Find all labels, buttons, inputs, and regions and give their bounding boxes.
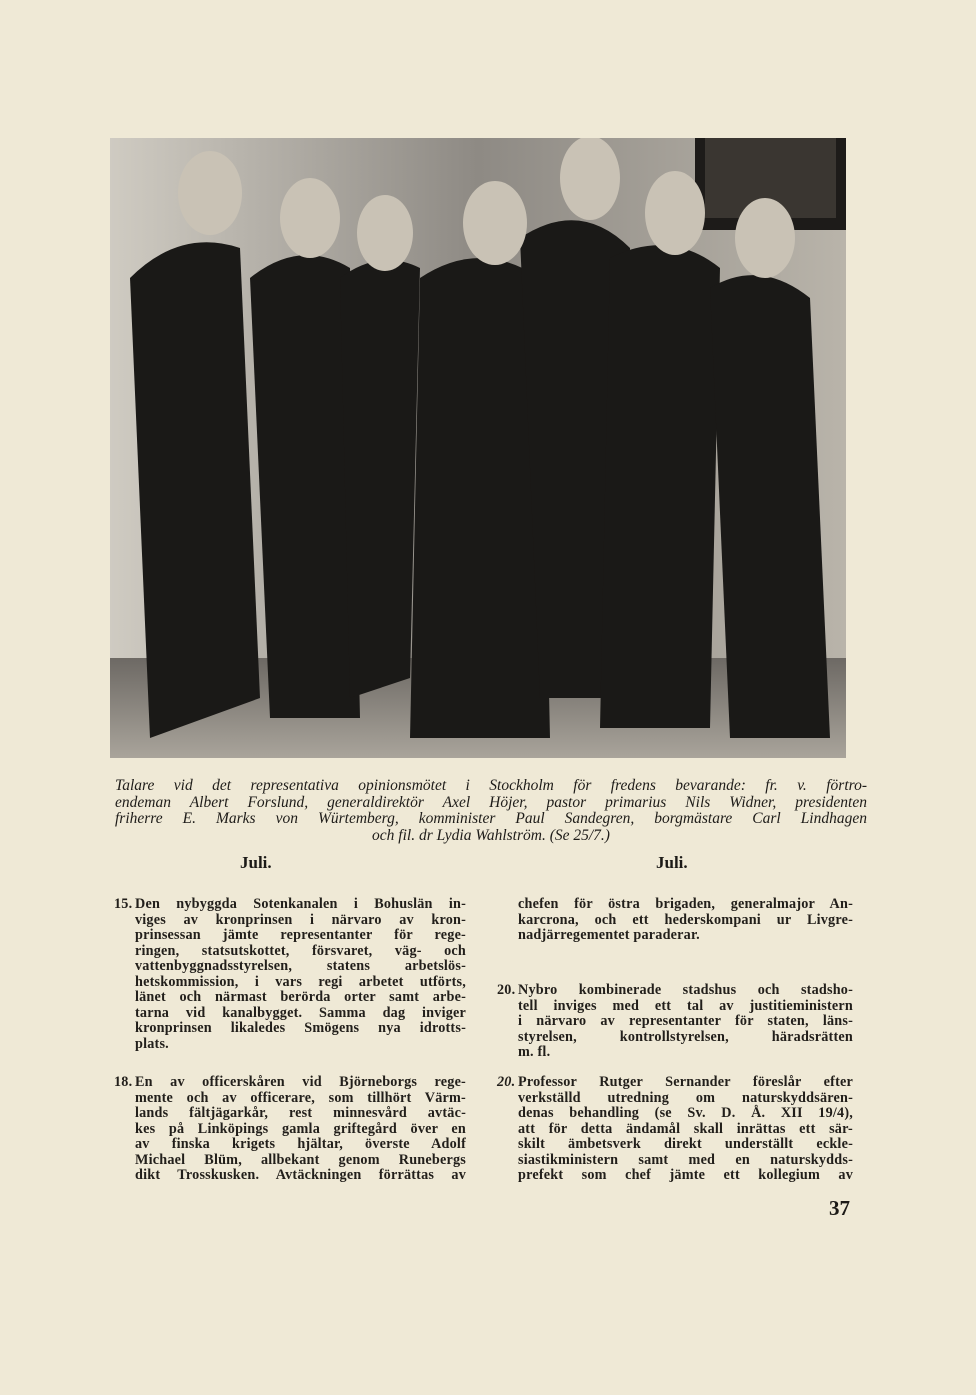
entry-line: Nybro kombinerade stadshus och stadsho- xyxy=(518,982,853,998)
photo-illustration xyxy=(110,138,846,758)
entry-line: länet och närmast berörda orter samt arbe- xyxy=(135,989,466,1005)
group-photograph xyxy=(110,138,846,758)
page-number: 37 xyxy=(829,1196,850,1220)
entry-line: i närvaro av representanter för staten, läns- xyxy=(518,1013,853,1029)
entry-line: dikt Trosskusken. Avtäckningen förrättas av xyxy=(135,1167,466,1183)
entry-line: denas behandling (se Sv. D. Å. XII 19/4), xyxy=(518,1105,853,1121)
right-month-heading: Juli. xyxy=(656,853,688,872)
entry-line: av finska krigets hjältar, överste Adolf xyxy=(135,1136,466,1152)
caption-line: och fil. dr Lydia Wahlström. (Se 25/7.) xyxy=(372,826,610,844)
entry-line: att för detta ändamål skall inrättas ett sär- xyxy=(518,1120,853,1137)
entry-date: 20. xyxy=(497,982,516,998)
entry-line: prinsessan jämte representanter för rege- xyxy=(135,927,466,943)
photo-caption xyxy=(115,778,867,844)
entry-line: Professor Rutger Sernander föreslår efter xyxy=(518,1074,853,1090)
entry-line: Den nybyggda Sotenkanalen i Bohuslän in- xyxy=(135,896,466,912)
entry-line: hetskommission, i vars regi arbetet utförts, xyxy=(135,973,466,990)
entry-date: 20. xyxy=(497,1074,516,1090)
entry-line: chefen för östra brigaden, generalmajor An- xyxy=(518,896,853,912)
caption-line: Talare vid det representativa opinionsmötet i Stockholm för fredens bevarande: fr. v. förtro- xyxy=(115,777,867,794)
entry-line: skilt ämbetsverk direkt underställt eckle- xyxy=(518,1136,853,1152)
entry-line: lands fältjägarkår, rest minnesvård avtäc- xyxy=(135,1105,466,1121)
entry-line: karcrona, och ett hederskompani ur Livgre- xyxy=(518,911,853,928)
entry-line: styrelsen, kontrollstyrelsen, häradsrätten xyxy=(518,1028,853,1045)
entry-line: m. fl. xyxy=(518,1044,551,1060)
caption-line: friherre E. Marks von Würtemberg, komminister Paul Sandegren, borgmästare Carl Lindhagen xyxy=(115,810,867,827)
entry-line: ringen, statsutskottet, försvaret, väg- och xyxy=(135,942,466,959)
entry-line: Michael Blüm, allbekant genom Runebergs xyxy=(135,1151,466,1168)
left-month-heading: Juli. xyxy=(240,853,272,872)
caption-line: endeman Albert Forslund, generaldirektör Axel Höjer, pastor primarius Nils Widner, presidenten xyxy=(115,793,867,811)
entry-line: kes på Linköpings gamla griftegård över en xyxy=(135,1120,466,1137)
entry-line: nadjärregementet paraderar. xyxy=(518,927,700,943)
entry-line: mente och av officerare, som tillhört Värm- xyxy=(135,1089,466,1106)
entry-line: prefekt som chef jämte ett kollegium av xyxy=(518,1167,853,1183)
entry-line: En av officerskåren vid Björneborgs rege- xyxy=(135,1074,466,1090)
entry-line: tell inviges med ett tal av justitieministern xyxy=(518,997,853,1014)
entry-line: viges av kronprinsen i närvaro av kron- xyxy=(135,911,466,928)
entry-line: vattenbyggnadsstyrelsen, statens arbetslös- xyxy=(135,958,466,974)
entry-line: siastikministern samt med en naturskydds- xyxy=(518,1151,853,1168)
entry-date: 18. xyxy=(114,1074,133,1090)
entry-line: plats. xyxy=(135,1035,169,1052)
entry-line: tarna vid kanalbygget. Samma dag inviger xyxy=(135,1004,466,1021)
entry-line: kronprinsen likaledes Smögens nya idrotts- xyxy=(135,1020,466,1036)
entry-date: 15. xyxy=(114,896,133,912)
entry-line: verkställd utredning om naturskyddsären- xyxy=(518,1089,853,1106)
